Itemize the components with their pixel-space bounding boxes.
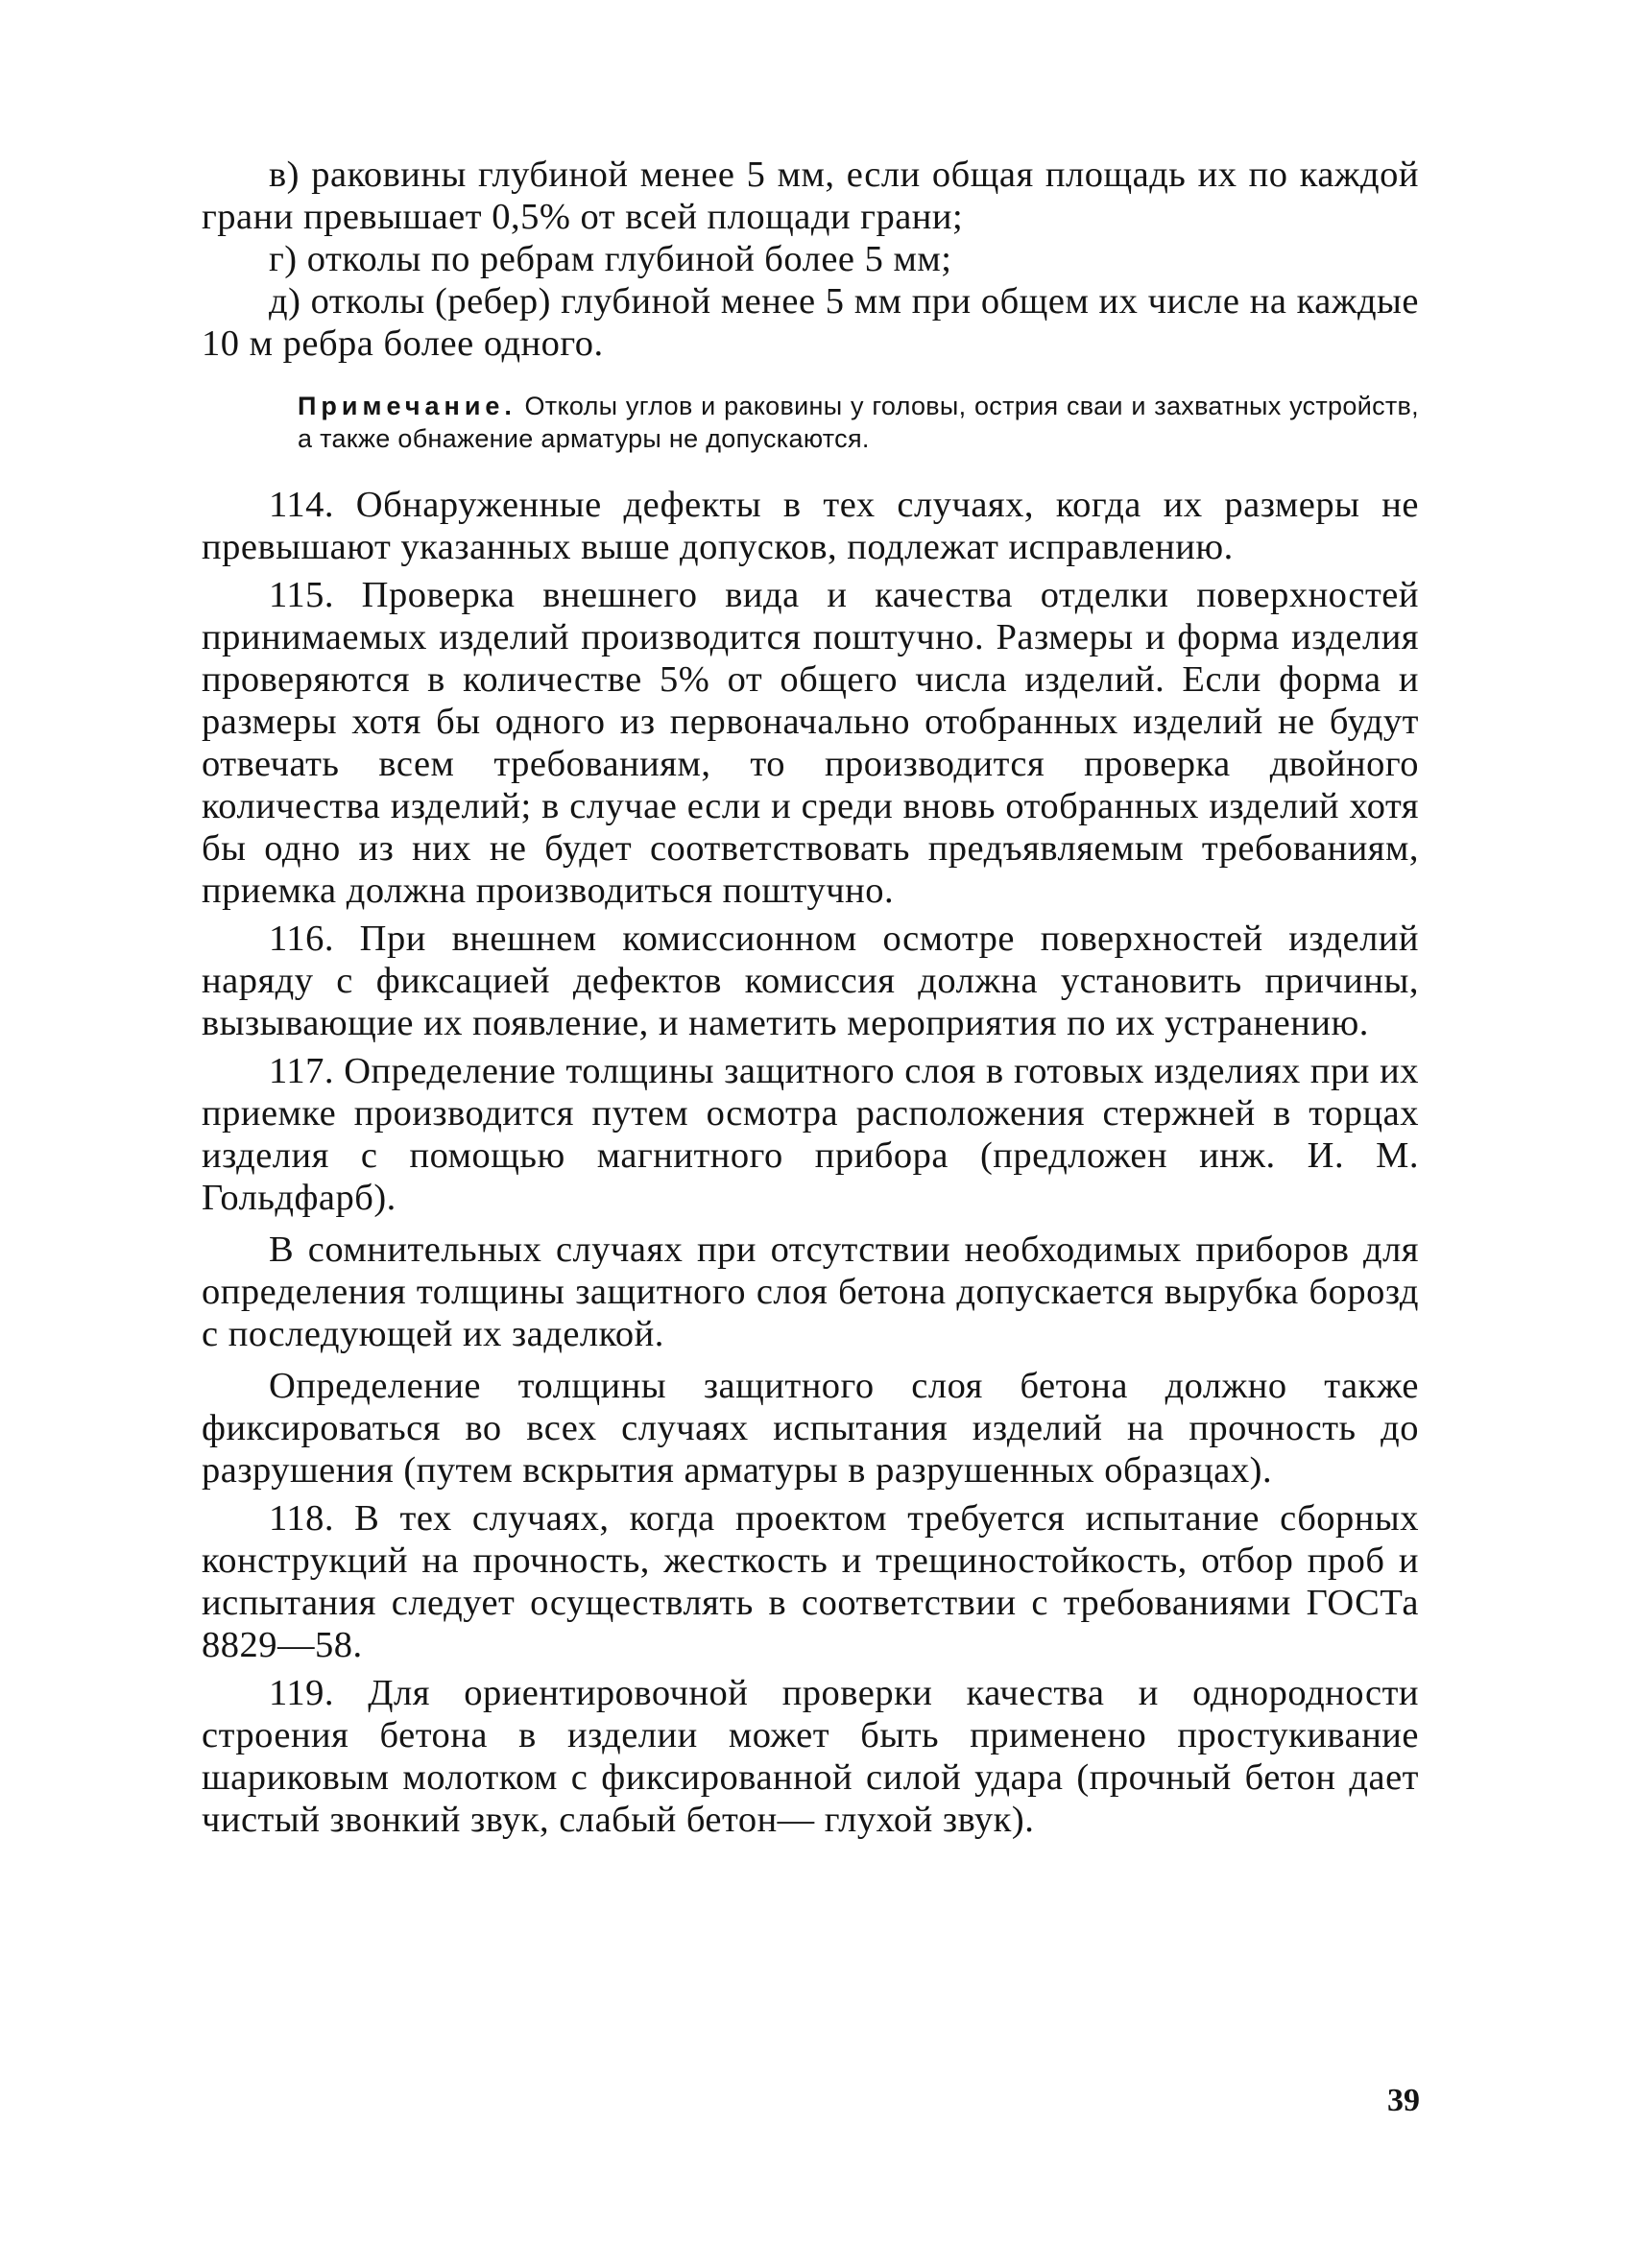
paragraph-119: 119. Для ориентировочной проверки качества и однородности строения бетона в изделии может быть применено простукивание шариковым молотком с фиксированной силой удара (прочный бетон дает чистый звонкий звук, слабый бетон— глухой звук). (202, 1673, 1419, 1840)
paragraph-117-destructive-tests: Определение толщины защитного слоя бетона должно также фиксироваться во всех случаях испытания изделий на прочность до разрушения (путем вскрытия арматуры в разрушенных образцах). (202, 1366, 1419, 1491)
paragraph-118: 118. В тех случаях, когда проектом требуется испытание сборных конструкций на прочность, жесткость и трещиностойкость, отбор проб и испытания следует осуществлять в соответствии с требованиями ГОСТа 8829—58. (202, 1498, 1419, 1665)
paragraph-117-doubtful-cases: В сомнительных случаях при отсутствии необходимых приборов для определения толщины защитного слоя бетона допускается вырубка борозд с последующей их заделкой. (202, 1229, 1419, 1354)
paragraph-114: 114. Обнаруженные дефекты в тех случаях, когда их размеры не превышают указанных выше допусков, подлежат исправлению. (202, 485, 1419, 567)
note (298, 390, 1419, 455)
note-label: Примечание. (298, 392, 516, 420)
item-d: д) отколы (ребер) глубиной менее 5 мм при общем их числе на каждые 10 м ребра более одного. (202, 281, 1419, 364)
paragraph-115: 115. Проверка внешнего вида и качества отделки поверхностей принимаемых изделий производится поштучно. Размеры и форма изделия проверяются в количестве 5% от общего числа изделий. Если форма и размеры хотя бы одного из первоначально отобранных изделий не будут отвечать всем требованиям, то производится проверка двойного количества изделий; в случае если и среди вновь отобранных изделий хотя бы одно из них не будет соответствовать предъявляемым требованиям, приемка должна производиться поштучно. (202, 575, 1419, 911)
item-g: г) отколы по ребрам глубиной более 5 мм; (269, 239, 952, 279)
page-number: 39 (1387, 2083, 1420, 2118)
paragraph-116: 116. При внешнем комиссионном осмотре поверхностей изделий наряду с фиксацией дефектов комиссия должна установить причины, вызывающие их появление, и наметить мероприятия по их устранению. (202, 919, 1419, 1043)
note-text: Отколы углов и раковины у головы, острия сваи и захватных устройств, а также обнажение арматуры не допускаются. (298, 392, 1419, 453)
body-text (202, 154, 1419, 1841)
paragraph-117: 117. Определение толщины защитного слоя в готовых изделиях при их приемке производится путем осмотра расположения стержней в торцах изделия с помощью магнитного прибора (предложен инж. И. М. Гольдфарб). (202, 1051, 1419, 1218)
item-v: в) раковины глубиной менее 5 мм, если общая площадь их по каждой грани превышает 0,5% от всей площади грани; (202, 155, 1419, 237)
